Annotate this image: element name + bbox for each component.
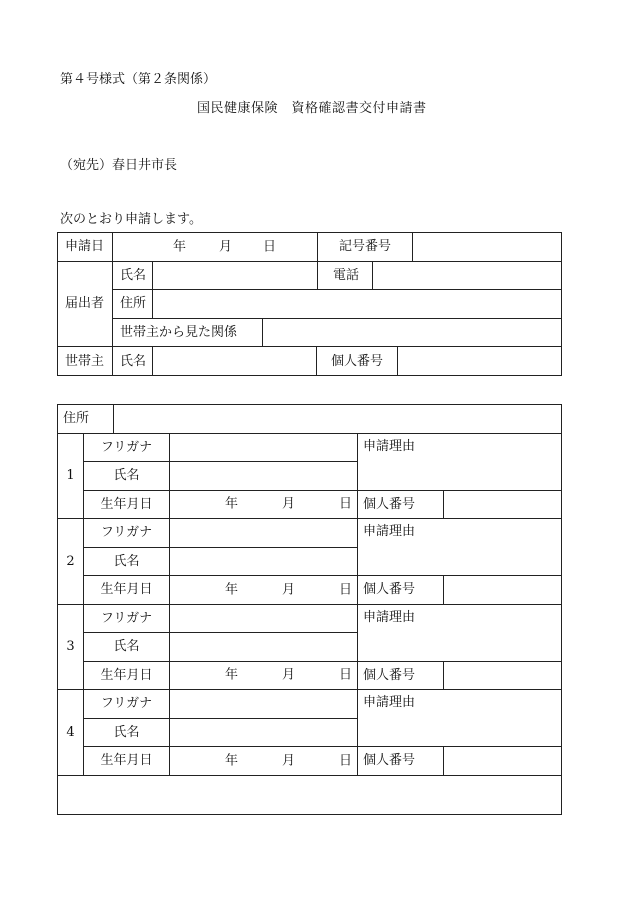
members-table (57, 404, 562, 815)
member-individual-number-label: 個人番号 (358, 490, 444, 519)
member-furigana-field[interactable] (170, 433, 358, 462)
symbol-number-label: 記号番号 (318, 233, 413, 261)
member-name-label: 氏名 (84, 633, 170, 662)
member-birthdate-label: 生年月日 (84, 661, 170, 690)
relation-label: 世帯主から見た関係 (113, 319, 263, 347)
member-individual-number-field[interactable] (444, 747, 562, 776)
month-label: 月 (219, 239, 233, 255)
member-birthdate-row (58, 576, 562, 605)
day-label: 日 (339, 753, 353, 769)
member-furigana-label: フリガナ (84, 519, 170, 548)
month-label: 月 (282, 667, 296, 683)
member-name-field[interactable] (170, 633, 358, 662)
member-birthdate-label: 生年月日 (84, 576, 170, 605)
householder-name-field[interactable] (153, 347, 317, 375)
applicant-table (57, 232, 562, 376)
member-number: 2 (58, 519, 84, 605)
member-reason-label: 申請理由 (363, 609, 416, 625)
member-name-label: 氏名 (84, 718, 170, 747)
document-title: 国民健康保険 資格確認書交付申請書 (197, 101, 427, 116)
member-birthdate-label: 生年月日 (84, 490, 170, 519)
remarks-field[interactable] (58, 775, 562, 814)
member-number: 4 (58, 690, 84, 776)
member-birthdate-label: 生年月日 (84, 747, 170, 776)
relation-row (58, 318, 562, 347)
application-date-label: 申請日 (58, 233, 113, 262)
member-furigana-field[interactable] (170, 519, 358, 548)
householder-label: 世帯主 (58, 347, 113, 376)
applicant-name-row (58, 261, 562, 290)
member-individual-number-label: 個人番号 (358, 576, 444, 605)
member-birthdate-row (58, 490, 562, 519)
applicant-address-label: 住所 (113, 290, 153, 319)
householder-individual-number-label: 個人番号 (317, 347, 398, 375)
member-furigana-row (58, 433, 562, 462)
member-individual-number-label: 個人番号 (358, 661, 444, 690)
applicant-name-label: 氏名 (113, 261, 153, 290)
member-furigana-label: フリガナ (84, 433, 170, 462)
day-label: 日 (339, 582, 353, 598)
member-furigana-field[interactable] (170, 604, 358, 633)
householder-individual-number-field[interactable] (398, 347, 561, 375)
year-label: 年 (225, 582, 239, 598)
householder-row (58, 347, 562, 376)
year-label: 年 (225, 496, 239, 512)
members-address-row (58, 405, 562, 434)
member-reason-cell[interactable] (358, 604, 562, 661)
symbol-number-field[interactable] (413, 233, 561, 261)
member-birthdate-field[interactable] (170, 576, 358, 605)
member-reason-cell[interactable] (358, 690, 562, 747)
day-label: 日 (339, 496, 353, 512)
member-birthdate-field[interactable] (170, 747, 358, 776)
member-number: 1 (58, 433, 84, 519)
application-date-field[interactable] (113, 233, 318, 262)
member-birthdate-field[interactable] (170, 490, 358, 519)
relation-field[interactable] (263, 319, 561, 347)
remarks-row (58, 775, 562, 814)
member-furigana-field[interactable] (170, 690, 358, 719)
member-reason-cell[interactable] (358, 433, 562, 490)
member-name-label: 氏名 (84, 547, 170, 576)
members-address-field[interactable] (114, 405, 561, 433)
month-label: 月 (282, 753, 296, 769)
member-number: 3 (58, 604, 84, 690)
day-label: 日 (339, 667, 353, 683)
month-label: 月 (282, 582, 296, 598)
member-individual-number-field[interactable] (444, 661, 562, 690)
member-furigana-label: フリガナ (84, 604, 170, 633)
member-name-field[interactable] (170, 718, 358, 747)
member-reason-label: 申請理由 (363, 524, 416, 539)
year-label: 年 (225, 667, 239, 683)
applicant-address-field[interactable] (153, 290, 562, 319)
year-label: 年 (173, 239, 187, 255)
member-furigana-row (58, 604, 562, 633)
member-individual-number-label: 個人番号 (358, 747, 444, 776)
member-birthdate-row (58, 661, 562, 690)
member-name-label: 氏名 (84, 462, 170, 491)
member-birthdate-field[interactable] (170, 661, 358, 690)
member-reason-label: 申請理由 (363, 695, 416, 710)
applicant-label: 届出者 (58, 261, 113, 347)
member-furigana-row (58, 519, 562, 548)
year-label: 年 (225, 753, 239, 769)
application-date-row (58, 233, 562, 262)
intro-text: 次のとおり申請します。 (60, 212, 202, 227)
member-birthdate-row (58, 747, 562, 776)
members-address-label: 住所 (58, 405, 114, 433)
applicant-name-field[interactable] (153, 261, 318, 290)
applicant-address-row (58, 290, 562, 319)
month-label: 月 (282, 496, 296, 512)
member-name-field[interactable] (170, 547, 358, 576)
member-furigana-label: フリガナ (84, 690, 170, 719)
member-individual-number-field[interactable] (444, 490, 562, 519)
form-number: 第４号様式（第２条関係） (60, 72, 217, 87)
member-furigana-row (58, 690, 562, 719)
member-reason-label: 申請理由 (363, 438, 416, 454)
phone-field[interactable] (373, 261, 562, 290)
day-label: 日 (263, 239, 277, 255)
member-name-field[interactable] (170, 462, 358, 491)
phone-label: 電話 (318, 261, 373, 290)
addressee: （宛先）春日井市長 (60, 158, 178, 173)
member-individual-number-field[interactable] (444, 576, 562, 605)
member-reason-cell[interactable] (358, 519, 562, 576)
householder-name-label: 氏名 (113, 347, 153, 376)
